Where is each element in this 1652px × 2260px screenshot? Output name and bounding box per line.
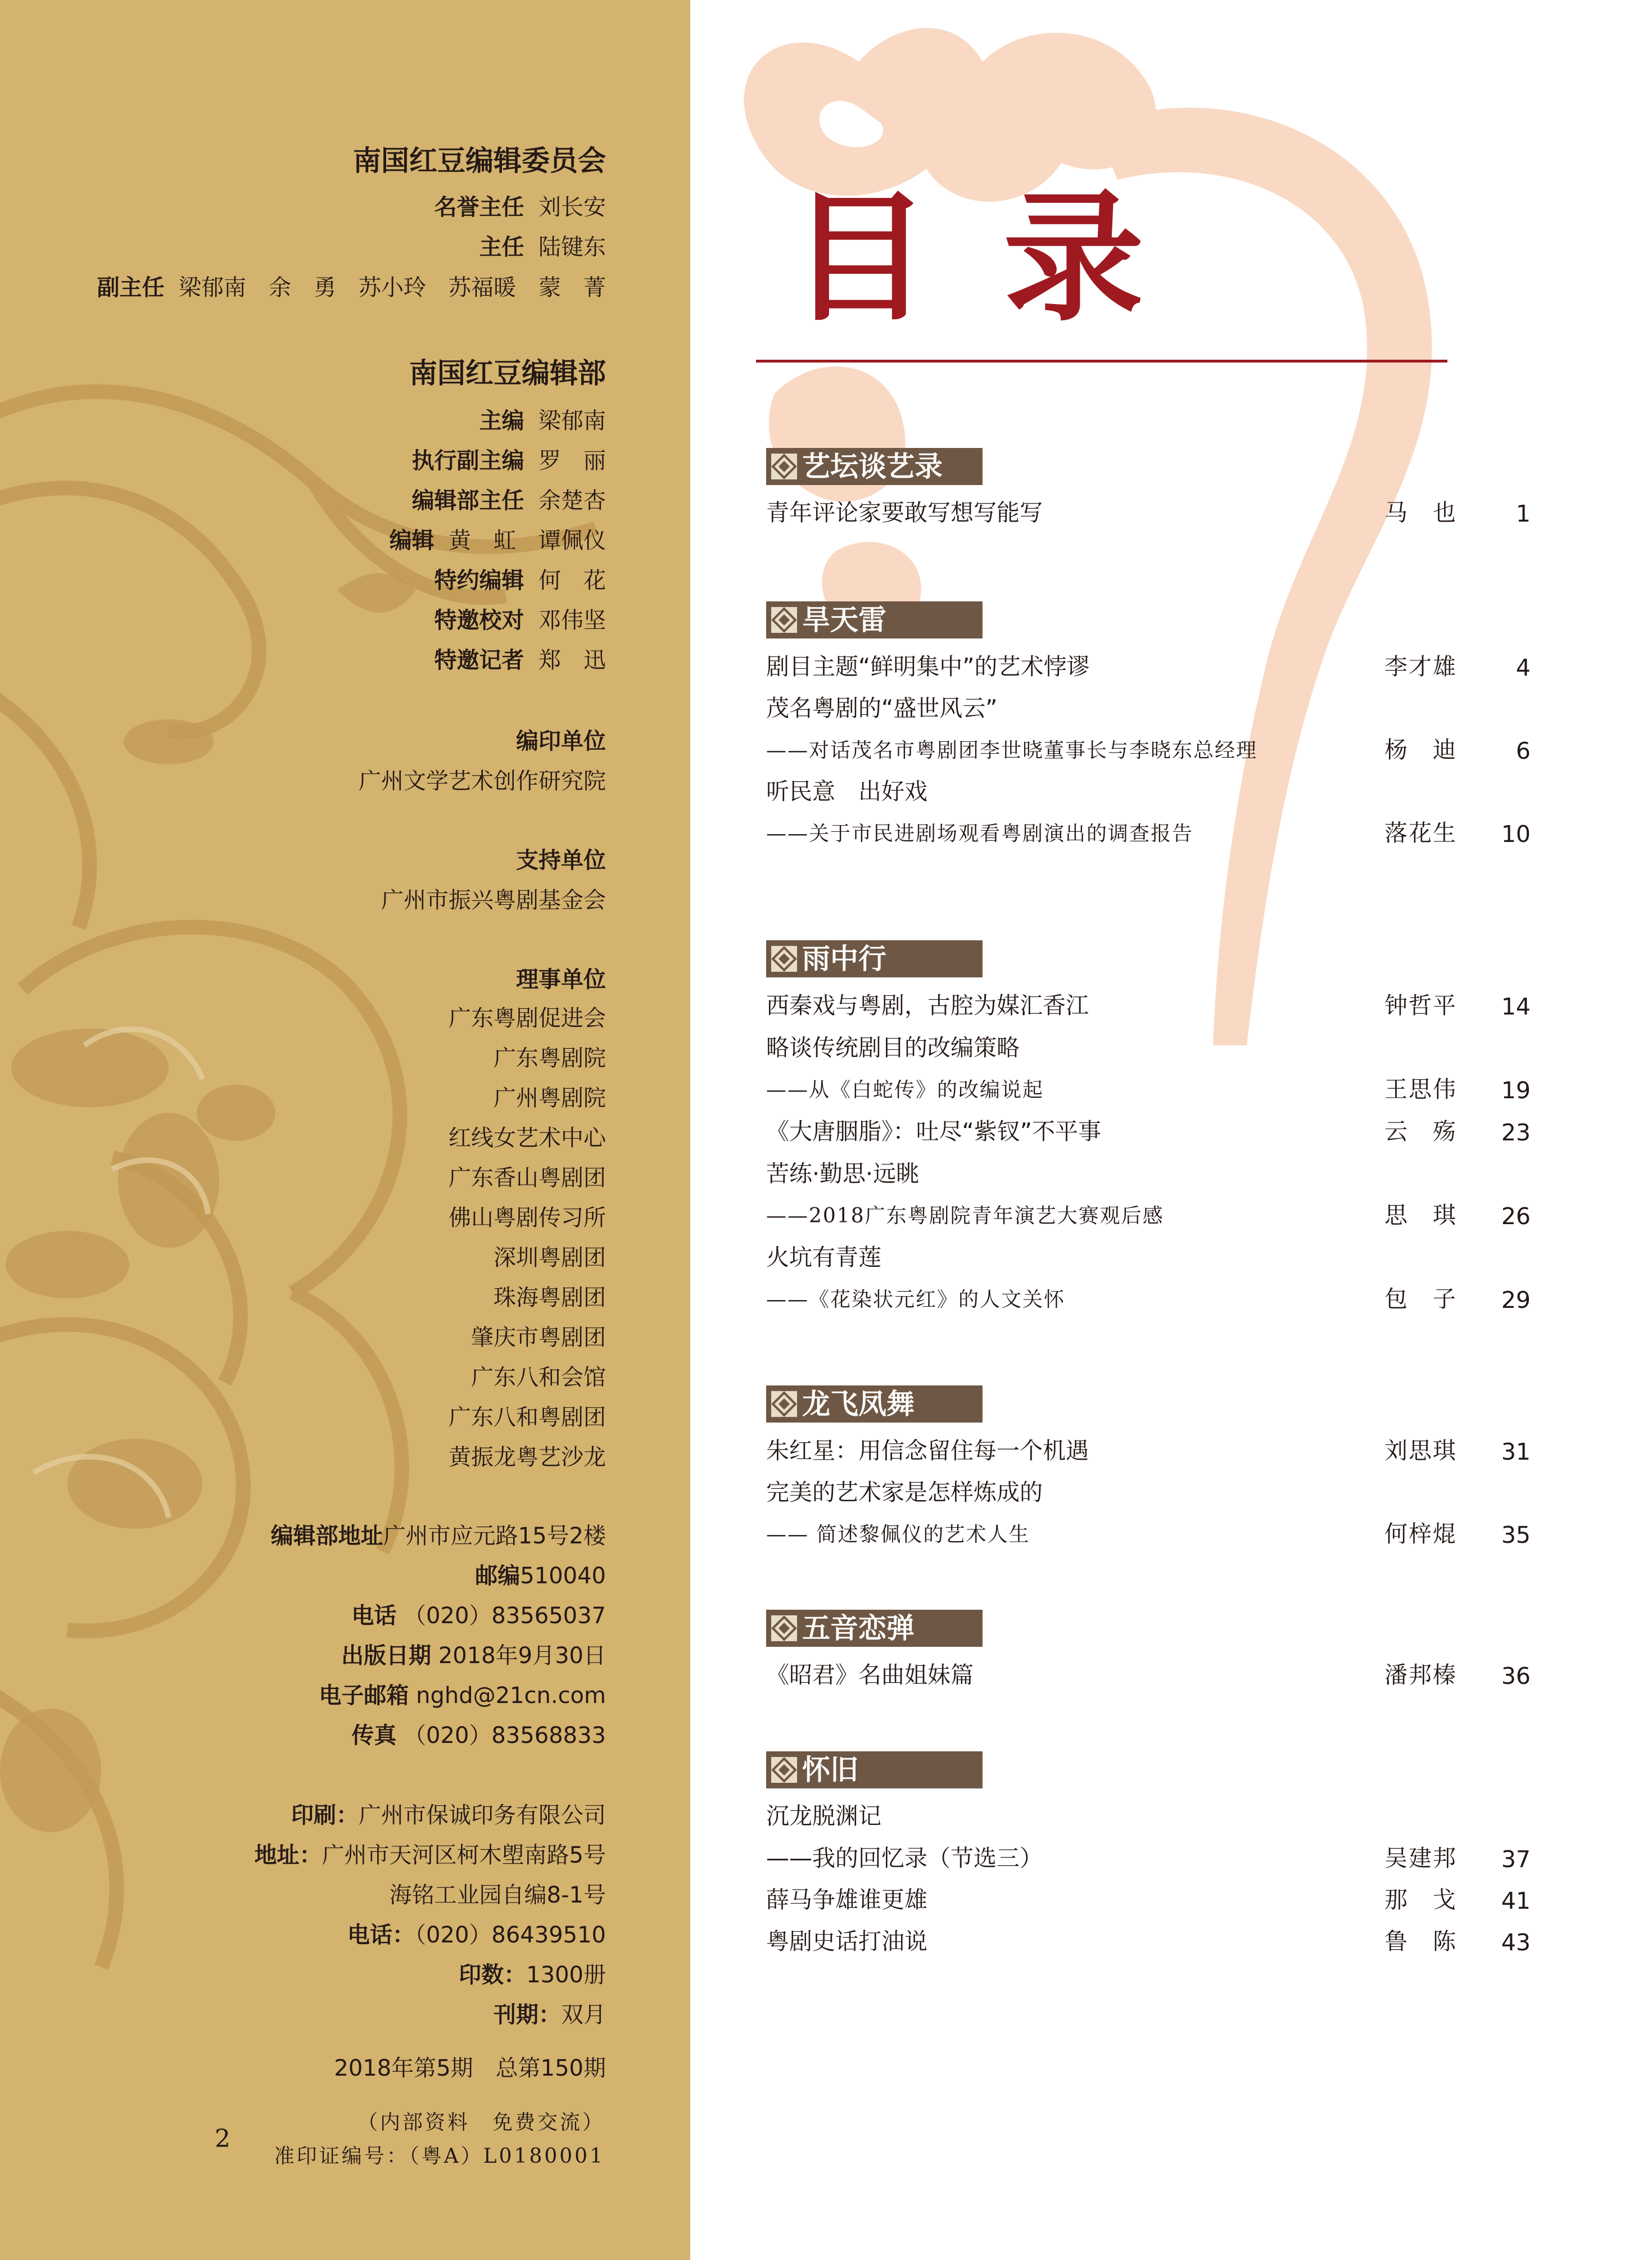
entry-title: 苦练·勤思·远眺 xyxy=(766,1160,920,1187)
editors: 编辑 黄 虹 谭佩仪 xyxy=(389,528,606,554)
entry-page: 35 xyxy=(1501,1521,1531,1548)
entry-author: 那 戈 xyxy=(1384,1886,1457,1913)
entry-author: 云 殇 xyxy=(1384,1118,1457,1145)
section-header xyxy=(766,601,983,638)
entry-subtitle: ——《花染状元红》的人文关怀 xyxy=(766,1288,1066,1311)
printer-address: 地址：广州市天河区柯木塱南路5号 xyxy=(254,1842,606,1868)
printer-address-line2: 海铭工业园自编8-1号 xyxy=(389,1882,606,1908)
exec-deputy-editor: 执行副主编 罗 丽 xyxy=(411,448,606,474)
entry-title: 薛马争雄谁更雄 xyxy=(766,1886,927,1913)
diamond-ornament-icon xyxy=(771,1756,798,1783)
entry-title: 青年评论家要敢写想写能写 xyxy=(766,499,1043,526)
toc-entry-subtitle[interactable] xyxy=(766,1074,1531,1107)
toc-entry[interactable] xyxy=(766,1884,1531,1918)
entry-page: 23 xyxy=(1501,1119,1531,1146)
toc-entry-subtitle[interactable] xyxy=(766,1518,1531,1552)
diamond-ornament-icon xyxy=(771,945,798,972)
toc-entry[interactable] xyxy=(766,1032,1531,1066)
entry-page: 26 xyxy=(1501,1203,1531,1230)
section-title: 雨中行 xyxy=(802,943,886,975)
committee-title: 南国红豆编辑委员会 xyxy=(353,144,606,177)
toc-entry[interactable] xyxy=(766,1926,1531,1959)
council-member: 珠海粤剧团 xyxy=(494,1285,606,1311)
toc-entry-subtitle[interactable] xyxy=(766,734,1531,768)
toc-entry[interactable] xyxy=(766,776,1531,809)
council-label: 理事单位 xyxy=(516,967,606,993)
chief-editor: 主编 梁郁南 xyxy=(479,408,606,434)
toc-entry[interactable] xyxy=(766,1477,1531,1510)
print-count: 印数：1300册 xyxy=(459,1962,606,1988)
section-header xyxy=(766,1610,983,1647)
toc-entry[interactable] xyxy=(766,1116,1531,1149)
entry-page: 6 xyxy=(1515,737,1531,764)
entry-title: 西秦戏与粤剧，古腔为媒汇香江 xyxy=(766,992,1089,1019)
toc-entry[interactable] xyxy=(766,1659,1531,1693)
entry-author: 思 琪 xyxy=(1384,1202,1457,1229)
entry-page: 10 xyxy=(1501,821,1531,848)
printer: 印刷：广州市保诚印务有限公司 xyxy=(291,1802,606,1828)
council-member: 肇庆市粤剧团 xyxy=(471,1325,606,1351)
publisher: 广州文学艺术创作研究院 xyxy=(359,768,606,794)
dept-title: 南国红豆编辑部 xyxy=(409,357,606,390)
masthead-panel xyxy=(0,0,690,2260)
email: 电子邮箱 nghd@21cn.com xyxy=(319,1683,606,1709)
section-title: 龙飞凤舞 xyxy=(802,1388,915,1420)
council-member: 佛山粤剧传习所 xyxy=(449,1205,606,1231)
toc-entry[interactable] xyxy=(766,1842,1531,1876)
proofreader: 特邀校对 邓伟坚 xyxy=(434,608,606,633)
entry-title: 略谈传统剧目的改编策略 xyxy=(766,1034,1020,1061)
toc-entry[interactable] xyxy=(766,1800,1531,1834)
section-title: 怀旧 xyxy=(802,1754,858,1786)
entry-subtitle: ——从《白蛇传》的改编说起 xyxy=(766,1079,1044,1102)
entry-title: 茂名粤剧的“盛世风云” xyxy=(766,695,998,722)
section-header xyxy=(766,1385,983,1423)
postcode: 邮编510040 xyxy=(475,1563,606,1589)
toc-entry[interactable] xyxy=(766,990,1531,1023)
entry-page: 36 xyxy=(1501,1663,1531,1690)
toc-entry-subtitle[interactable] xyxy=(766,1283,1531,1317)
toc-entry[interactable] xyxy=(766,1242,1531,1275)
diamond-ornament-icon xyxy=(771,453,798,480)
entry-author: 钟哲平 xyxy=(1384,992,1457,1019)
toc-title: 目录 xyxy=(790,176,1217,340)
entry-title: 《昭君》名曲姐妹篇 xyxy=(766,1661,974,1688)
section-title: 旱天雷 xyxy=(802,604,886,636)
entry-title: ——我的回忆录（节选三） xyxy=(766,1845,1043,1872)
office-address: 编辑部地址广州市应元路15号2楼 xyxy=(270,1523,606,1549)
title-divider xyxy=(756,360,1447,363)
section-header xyxy=(766,940,983,977)
council-member: 广东八和会馆 xyxy=(471,1365,606,1391)
frequency: 刊期：双月 xyxy=(494,2002,606,2028)
entry-page: 29 xyxy=(1501,1287,1531,1314)
supporter-label: 支持单位 xyxy=(516,848,606,873)
entry-page: 4 xyxy=(1515,654,1531,681)
entry-author: 鲁 陈 xyxy=(1384,1928,1457,1955)
entry-page: 43 xyxy=(1501,1929,1531,1956)
council-member: 广东粤剧院 xyxy=(494,1045,606,1071)
toc-entry[interactable] xyxy=(766,651,1531,685)
entry-title: 沉龙脱渊记 xyxy=(766,1802,881,1829)
entry-author: 何梓焜 xyxy=(1384,1520,1457,1547)
diamond-ornament-icon xyxy=(771,606,798,633)
section-header xyxy=(766,1751,983,1788)
council-member: 黄振龙粤艺沙龙 xyxy=(449,1444,606,1470)
entry-page: 41 xyxy=(1501,1887,1531,1914)
toc-entry-subtitle[interactable] xyxy=(766,817,1531,851)
entry-author: 马 也 xyxy=(1384,499,1457,526)
fax: 传真 （020）83568833 xyxy=(351,1723,606,1749)
toc-entry[interactable] xyxy=(766,1158,1531,1192)
entry-author: 潘邦榛 xyxy=(1384,1661,1457,1688)
distribution-note: （内部资料 免费交流） xyxy=(357,2111,605,2134)
office-director: 编辑部主任 余楚杏 xyxy=(411,488,606,514)
entry-author: 杨 迪 xyxy=(1384,736,1457,763)
publisher-label: 编印单位 xyxy=(516,728,606,754)
entry-subtitle: ——关于市民进剧场观看粤剧演出的调查报告 xyxy=(766,822,1194,845)
publish-date: 出版日期 2018年9月30日 xyxy=(341,1643,606,1669)
special-editor: 特约编辑 何 花 xyxy=(434,568,606,594)
entry-author: 李才雄 xyxy=(1384,653,1457,680)
entry-page: 19 xyxy=(1501,1077,1531,1104)
page-number: 2 xyxy=(215,2125,230,2153)
office-phone: 电话 （020）83565037 xyxy=(351,1603,606,1629)
diamond-ornament-icon xyxy=(771,1391,798,1417)
council-member: 广东香山粤剧团 xyxy=(449,1165,606,1191)
council-member: 广东八和粤剧团 xyxy=(449,1405,606,1430)
issue-number: 2018年第5期 总第150期 xyxy=(334,2055,606,2081)
section-header xyxy=(766,448,983,485)
print-permit: 准印证编号：（粤A）L0180001 xyxy=(274,2145,605,2168)
toc-entry[interactable] xyxy=(766,1435,1531,1469)
entry-author: 包 子 xyxy=(1384,1285,1457,1312)
director: 主任 陆键东 xyxy=(479,234,606,260)
council-member: 广州粤剧院 xyxy=(494,1085,606,1111)
toc-entry[interactable] xyxy=(766,692,1531,726)
entry-author: 吴建邦 xyxy=(1384,1845,1457,1872)
entry-title: 听民意 出好戏 xyxy=(766,778,927,805)
entry-title: 剧目主题“鲜明集中”的艺术悖谬 xyxy=(766,653,1090,680)
entry-page: 1 xyxy=(1515,500,1531,527)
council-member: 红线女艺术中心 xyxy=(449,1125,606,1151)
reporter: 特邀记者 郑 迅 xyxy=(434,647,606,673)
entry-title: 完美的艺术家是怎样炼成的 xyxy=(766,1479,1043,1506)
supporter: 广州市振兴粤剧基金会 xyxy=(381,887,606,913)
toc-entry-subtitle[interactable] xyxy=(766,1199,1531,1233)
toc-entry[interactable] xyxy=(766,497,1531,531)
section-title: 五音恋弹 xyxy=(802,1612,915,1645)
entry-subtitle: ——2018广东粤剧院青年演艺大赛观后感 xyxy=(766,1204,1164,1228)
deputy-directors: 副主任 梁郁南 余 勇 苏小玲 苏福暖 蒙 菁 xyxy=(97,275,606,301)
entry-title: 《大唐胭脂》：吐尽“紫钗”不平事 xyxy=(766,1118,1101,1145)
section-title: 艺坛谈艺录 xyxy=(802,450,943,483)
entry-title: 朱红星：用信念留住每一个机遇 xyxy=(766,1437,1089,1464)
entry-page: 31 xyxy=(1501,1438,1531,1465)
printer-phone: 电话：（020）86439510 xyxy=(347,1922,606,1948)
honorary-director: 名誉主任 刘长安 xyxy=(434,194,606,220)
entry-subtitle: ——对话茂名市粤剧团李世晓董事长与李晓东总经理 xyxy=(766,739,1258,762)
entry-page: 14 xyxy=(1501,993,1531,1020)
entry-subtitle: —— 简述黎佩仪的艺术人生 xyxy=(766,1523,1030,1546)
council-member: 广东粤剧促进会 xyxy=(449,1006,606,1031)
diamond-ornament-icon xyxy=(771,1615,798,1642)
entry-title: 火坑有青莲 xyxy=(766,1244,881,1271)
council-member: 深圳粤剧团 xyxy=(494,1245,606,1271)
entry-title: 粤剧史话打油说 xyxy=(766,1928,927,1955)
entry-author: 刘思琪 xyxy=(1384,1437,1457,1464)
entry-page: 37 xyxy=(1501,1846,1531,1873)
entry-author: 王思伟 xyxy=(1384,1076,1457,1103)
entry-author: 落花生 xyxy=(1384,819,1457,846)
